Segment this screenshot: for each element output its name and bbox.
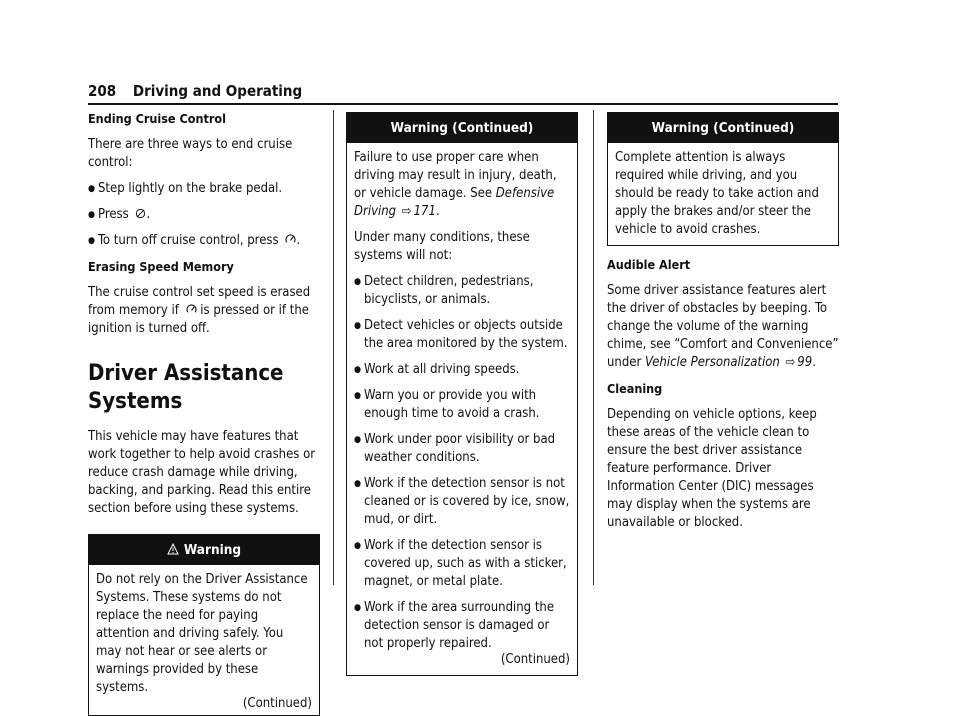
- list-item: ● Press .: [88, 206, 320, 224]
- cruise-control-icon: [285, 234, 296, 245]
- heading-ending-cruise: Ending Cruise Control: [88, 111, 226, 126]
- warning-body: [89, 565, 319, 715]
- warning-body: [347, 143, 577, 675]
- list-item: ● To turn off cruise control, press .: [88, 232, 320, 250]
- list-item: ● Detect vehicles or objects outside the area monitored by the system.: [354, 317, 570, 353]
- page-reference-arrow: ⇨: [401, 204, 412, 219]
- page-number: 208: [88, 82, 117, 100]
- list-item: ● Detect children, pedestrians, bicyclists, or animals.: [354, 273, 570, 309]
- list-item: ● Work if the detection sensor is not cleaned or is covered by ice, snow, mud, or dirt.: [354, 475, 570, 529]
- heading-cleaning: Cleaning: [607, 381, 663, 396]
- list-item: ● Work under poor visibility or bad weather conditions.: [354, 431, 570, 467]
- section-title: Driving and Operating: [132, 82, 303, 100]
- list-item: ● Work if the detection sensor is covered up, such as with a sticker, magnet, or metal plate.: [354, 537, 570, 591]
- cross-reference[interactable]: Vehicle Personalization: [644, 355, 780, 370]
- cruise-cancel-icon: [135, 208, 146, 219]
- warning-text: Do not rely on the Driver Assistance Systems. These systems do not replace the need for paying attention and driving safely. You may not hear or see alerts or warnings provided by these systems.: [96, 572, 308, 695]
- column-2: [346, 110, 578, 676]
- column-divider: [593, 110, 594, 585]
- warning-box-continued: [346, 112, 578, 676]
- column-3: [607, 110, 839, 532]
- heading-erasing-memory: Erasing Speed Memory: [88, 259, 234, 274]
- warning-title: Warning: [89, 535, 319, 565]
- paragraph: Some driver assistance features alert the driver of obstacles by beeping. To change the volume of the warning chime, see “Comfort and Convenience” under Vehicle Personalization ⇨ 99.: [607, 283, 839, 370]
- warning-body: [608, 143, 838, 245]
- cross-reference[interactable]: Defensive Driving: [354, 186, 555, 219]
- warning-title: Warning (Continued): [347, 113, 577, 143]
- cruise-control-icon: [186, 304, 197, 315]
- continued-label: (Continued): [242, 696, 312, 711]
- paragraph: Depending on vehicle options, keep these areas of the vehicle clean to ensure the best driver assistance feature performance. Driver Information Center (DIC) messages may display when the systems are unavailable or blocked.: [607, 407, 817, 530]
- paragraph: The cruise control set speed is erased from memory if is pressed or if the ignition is turned off.: [88, 285, 311, 336]
- column-1: [88, 110, 320, 716]
- list-item: ● Warn you or provide you with enough time to avoid a crash.: [354, 387, 570, 423]
- warning-box-continued: [607, 112, 839, 246]
- heading-audible-alert: Audible Alert: [607, 257, 691, 272]
- warning-box: [88, 534, 320, 716]
- paragraph: There are three ways to end cruise control:: [88, 137, 293, 170]
- list-item: ● Work at all driving speeds.: [354, 361, 570, 379]
- column-divider: [333, 110, 334, 585]
- paragraph: Under many conditions, these systems will not:: [354, 230, 530, 263]
- section-heading: Driver Assistance Systems: [88, 361, 284, 414]
- warning-title: Warning (Continued): [608, 113, 838, 143]
- paragraph: This vehicle may have features that work together to help avoid crashes or reduce crash damage while driving, backing, and parking. Read this entire section before using these systems.: [88, 429, 316, 516]
- paragraph: Failure to use proper care when driving may result in injury, death, or vehicle damage. See Defensive Driving ⇨ 171.: [354, 150, 557, 219]
- continued-label: (Continued): [500, 652, 570, 667]
- warning-triangle-icon: [167, 543, 179, 555]
- list-item: ● Step lightly on the brake pedal.: [88, 180, 320, 198]
- list-item: ● Work if the area surrounding the detection sensor is damaged or not properly repaired.: [354, 599, 570, 653]
- warning-text: Complete attention is always required while driving, and you should be ready to take action and apply the brakes and/or steer the vehicle to avoid crashes.: [615, 150, 819, 237]
- header-rule: [88, 103, 838, 105]
- page-header: [88, 82, 302, 100]
- page-reference-arrow: ⇨: [785, 355, 796, 370]
